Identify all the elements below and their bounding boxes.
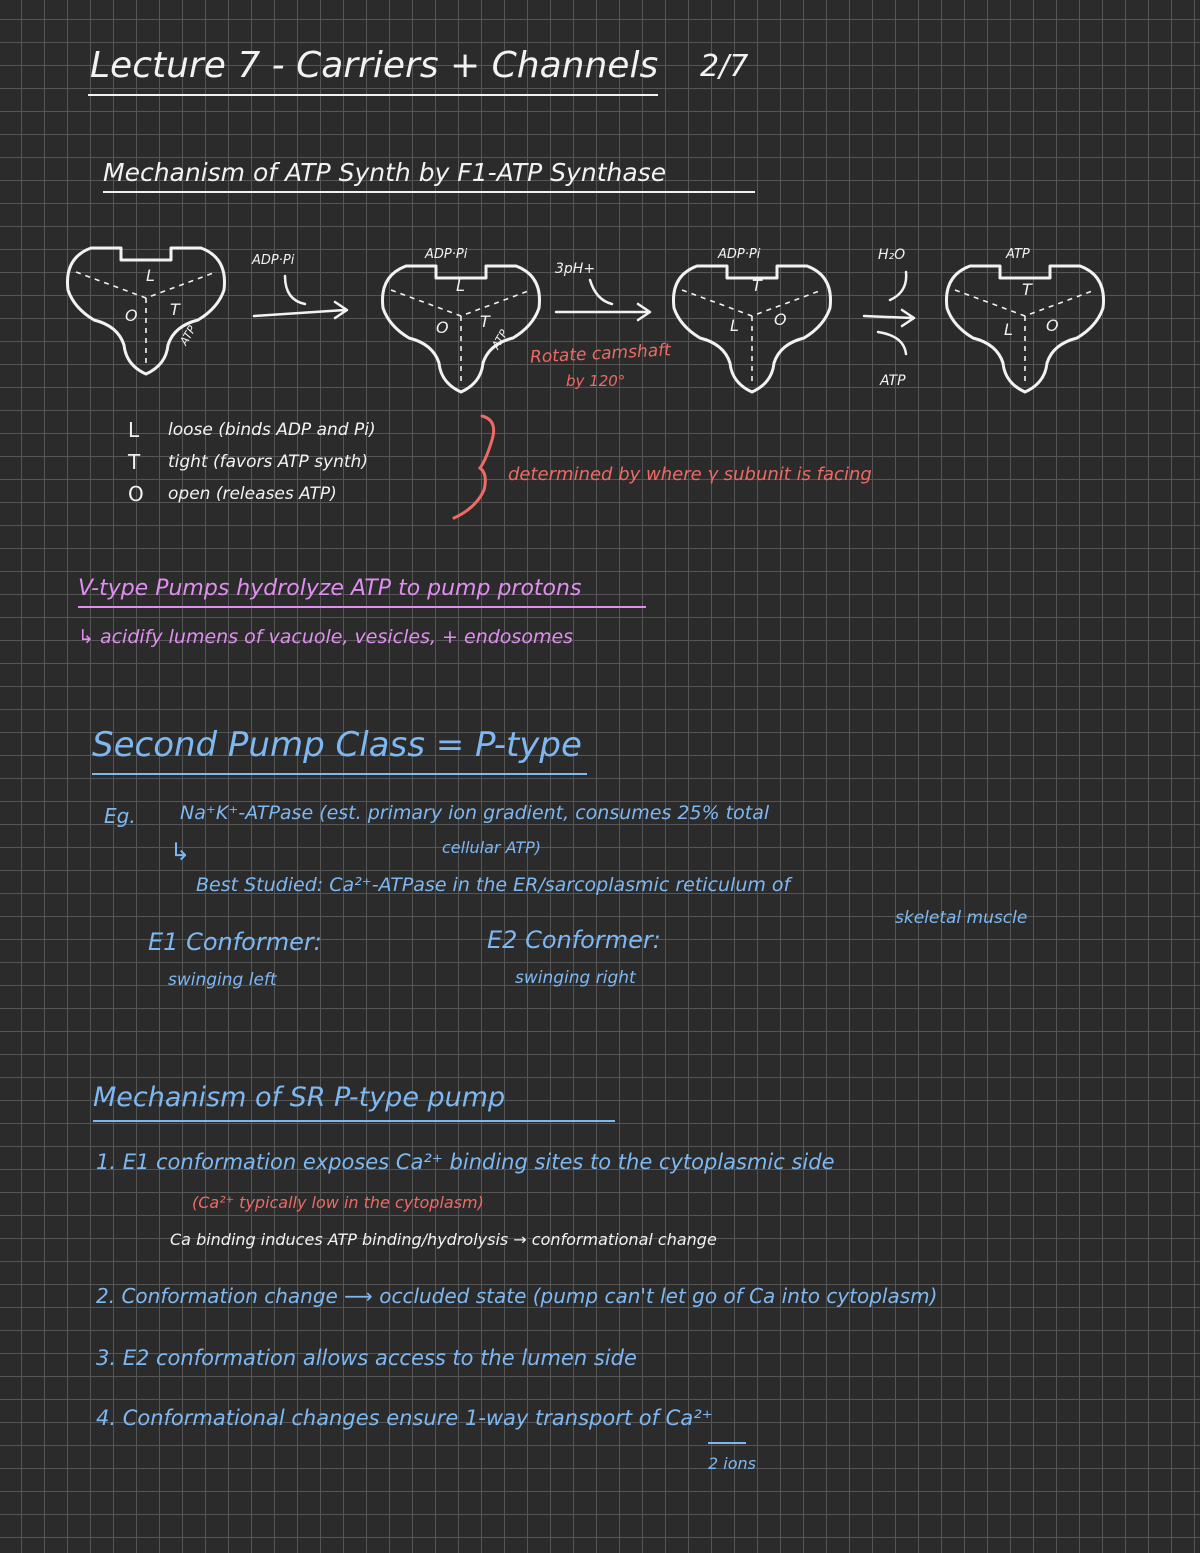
def-letter-T: T <box>128 450 141 474</box>
e1-desc: swinging left <box>168 970 277 990</box>
arrow-2-icon <box>556 280 650 320</box>
step-1-sub: Ca binding induces ATP binding/hydrolysis → conformational change <box>170 1230 717 1249</box>
state-3-top-label: ADP·Pi <box>718 247 761 262</box>
v-type-line-1: V-type Pumps hydrolyze ATP to pump protons <box>78 576 582 601</box>
step-3: 3. E2 conformation allows access to the lumen side <box>96 1346 637 1370</box>
e1-title: E1 Conformer: <box>148 928 322 956</box>
step-4-note: 2 ions <box>708 1454 756 1473</box>
step-4: 4. Conformational changes ensure 1-way transport of Ca²⁺ <box>96 1406 713 1430</box>
state-1-label-right: T <box>170 300 180 319</box>
eg-prefix: Eg. <box>104 804 136 828</box>
state-4-top-label: ATP <box>1006 247 1030 262</box>
e2-desc: swinging right <box>515 968 636 988</box>
step-1: 1. E1 conformation exposes Ca²⁺ binding sites to the cytoplasmic side <box>96 1150 835 1174</box>
determined-note: determined by where γ subunit is facing <box>508 464 872 485</box>
arrow-1-icon <box>254 276 347 318</box>
rotate-note-2: by 120° <box>566 372 626 390</box>
v-type-underline <box>78 606 646 608</box>
p-type-heading-underline <box>92 773 587 775</box>
state-3-label-top: T <box>752 276 762 295</box>
curly-brace-icon <box>440 410 510 525</box>
mechanism-heading: Mechanism of SR P-type pump <box>93 1082 506 1113</box>
state-1-label-left: O <box>125 306 138 325</box>
def-text-O: open (releases ATP) <box>168 484 337 504</box>
eg-line-1: Na⁺K⁺-ATPase (est. primary ion gradient, consumes 25% total <box>180 802 770 824</box>
step-2: 2. Conformation change ⟶ occluded state (pump can't let go of Ca into cytoplasm) <box>96 1284 938 1308</box>
arrow-3-top-label: H₂O <box>878 247 906 263</box>
best-studied-line-2: skeletal muscle <box>895 908 1028 928</box>
def-letter-O: O <box>128 482 144 506</box>
state-1-side-label: ATP <box>177 323 199 348</box>
state-2-label-top: L <box>456 276 465 295</box>
state-2-label-left: O <box>436 318 449 337</box>
state-4-label-left: L <box>1004 320 1013 339</box>
state-3-label-left: L <box>730 316 739 335</box>
atp-synthase-heading: Mechanism of ATP Synth by F1-ATP Synthase <box>103 158 667 187</box>
state-4-label-top: T <box>1022 280 1032 299</box>
state-2-side-label: ATP <box>489 327 511 352</box>
e2-title: E2 Conformer: <box>487 926 661 954</box>
arrow-1-label: ADP·Pi <box>252 253 295 268</box>
rotate-note-1: Rotate camshaft <box>529 340 672 368</box>
arrow-3-bottom-label: ATP <box>880 373 906 389</box>
state-1-label-top: L <box>146 266 155 285</box>
lecture-title: Lecture 7 - Carriers + Channels <box>90 45 659 86</box>
eg-arrow-icon: ↳ <box>170 838 191 866</box>
best-studied-line-1: Best Studied: Ca²⁺-ATPase in the ER/sarcoplasmic reticulum of <box>196 874 791 896</box>
state-3-label-right: O <box>774 310 787 329</box>
v-type-line-2: ↳ acidify lumens of vacuole, vesicles, + endosomes <box>78 626 574 648</box>
p-type-heading: Second Pump Class = P-type <box>92 725 582 765</box>
def-letter-L: L <box>128 418 140 442</box>
def-text-T: tight (favors ATP synth) <box>168 452 368 472</box>
state-2-label-right: T <box>480 312 490 331</box>
arrow-2-label: 3pH+ <box>555 261 596 277</box>
arrow-3-icon <box>864 272 914 354</box>
eg-line-2: cellular ATP) <box>442 838 542 857</box>
state-4-label-right: O <box>1046 316 1059 335</box>
def-text-L: loose (binds ADP and Pi) <box>168 420 376 440</box>
state-2-top-label: ADP·Pi <box>425 247 468 262</box>
step-4-underline <box>708 1442 746 1444</box>
step-1-note: (Ca²⁺ typically low in the cytoplasm) <box>192 1193 484 1212</box>
mechanism-heading-underline <box>93 1120 615 1122</box>
lecture-date: 2/7 <box>700 49 749 84</box>
